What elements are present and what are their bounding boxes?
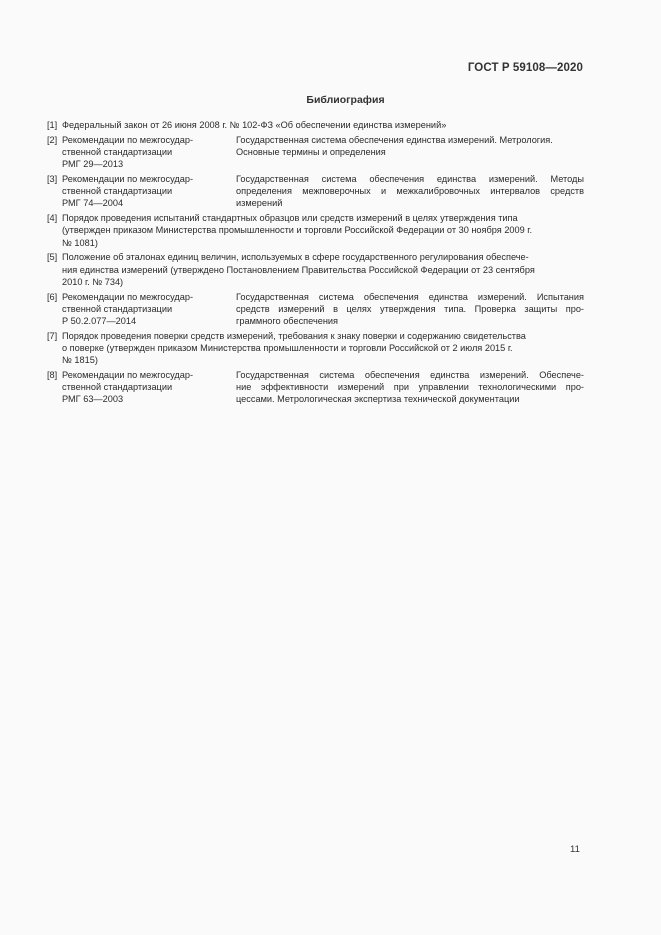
entry-number: [1]	[47, 120, 58, 130]
entry-line: ственной стандартизации	[62, 382, 173, 393]
entry-line: Государственная система обеспечения единства измерений. Испытания	[236, 291, 584, 302]
bibliography-list	[47, 119, 584, 408]
entry-line: (утвержден приказом Министерства промышленности и торговли Российской Федерации от 30 ноября 2009 г.	[62, 225, 533, 236]
entry-number: [3]	[47, 174, 58, 184]
entry-line: РМГ 74—2004	[62, 198, 124, 209]
bibliography-entry-8	[47, 369, 584, 406]
entry-body	[62, 369, 584, 406]
entry-document-ref	[62, 134, 236, 171]
entry-text	[62, 212, 584, 249]
bibliography-heading: Библиография	[306, 94, 385, 106]
entry-text	[62, 330, 584, 367]
entry-line: Основные термины и определения	[236, 147, 386, 157]
document-code: ГОСТ Р 59108—2020	[467, 62, 583, 74]
entry-line: граммного обеспечения	[236, 316, 339, 327]
entry-line: определения межповерочных и межкалибровочных интервалов средств	[236, 186, 584, 197]
entry-number: [6]	[47, 291, 58, 302]
entry-line: ственной стандартизации	[62, 147, 173, 157]
entry-line: измерений	[236, 198, 283, 209]
bibliography-entry-5	[47, 251, 584, 288]
entry-document-title	[236, 173, 584, 210]
entry-line: средств измерений в целях утверждения типа. Проверка защиты про-	[236, 303, 584, 314]
page-title	[0, 94, 661, 106]
entry-line: ние эффективности измерений при управлении технологическими про-	[236, 382, 584, 393]
entry-number: [4]	[47, 213, 58, 224]
entry-line: Рекомендации по межгосудар-	[62, 134, 194, 145]
entry-line: ственной стандартизации	[62, 303, 173, 314]
entry-line: Положение об эталонах единиц величин, используемых в сфере государственного регулирования обеспече-	[62, 252, 529, 263]
entry-line: Государственная система обеспечения единства измерений. Обеспече-	[236, 370, 584, 381]
entry-line: ния единства измерений (утверждено Постановлением Правительства Российской Федерации от 23 сентября	[62, 264, 535, 275]
entry-line: № 1815)	[62, 355, 98, 366]
entry-number: [8]	[47, 370, 58, 381]
bibliography-entry-2	[47, 134, 584, 171]
entry-line: 2010 г. № 734)	[62, 276, 124, 287]
entry-line: Р 50.2.077—2014	[62, 316, 137, 327]
entry-line: РМГ 29—2013	[62, 159, 124, 170]
entry-document-title	[236, 134, 584, 171]
entry-line: ственной стандартизации	[62, 186, 173, 197]
bibliography-entry-6	[47, 291, 584, 328]
entry-line: цессами. Метрологическая экспертиза технической документации	[236, 394, 520, 405]
entry-document-title	[236, 291, 584, 328]
bibliography-entry-7	[47, 330, 584, 367]
entry-body	[62, 134, 584, 171]
entry-document-ref	[62, 173, 236, 210]
entry-text	[62, 119, 584, 131]
entry-number: [7]	[47, 330, 58, 341]
entry-line: Рекомендации по межгосудар-	[62, 370, 194, 381]
entry-number: [2]	[47, 134, 58, 145]
entry-line: Порядок проведения испытаний стандартных образцов или средств измерений в целях утверждения типа	[62, 213, 518, 224]
entry-line: о поверке (утвержден приказом Министерства промышленности и торговли Российской от 2 июля 2015 г.	[62, 343, 513, 354]
entry-document-ref	[62, 291, 236, 328]
bibliography-entry-1	[47, 119, 584, 131]
entry-line: Государственная система обеспечения единства измерений. Метрология.	[236, 134, 553, 145]
entry-number: [5]	[47, 252, 58, 263]
entry-line: № 1081)	[62, 237, 98, 248]
entry-line: Рекомендации по межгосудар-	[62, 174, 194, 184]
page-number: 11	[570, 844, 580, 855]
bibliography-entry-4	[47, 212, 584, 249]
entry-body	[62, 173, 584, 210]
entry-document-ref	[62, 369, 236, 406]
entry-line: Порядок проведения поверки средств измерений, требования к знаку поверки и содержанию свидетельства	[62, 330, 526, 341]
entry-document-title	[236, 369, 584, 406]
entry-line: РМГ 63—2003	[62, 394, 124, 405]
bibliography-entry-3	[47, 173, 584, 210]
entry-line: Рекомендации по межгосудар-	[62, 291, 194, 302]
entry-body	[62, 291, 584, 328]
entry-text	[62, 251, 584, 288]
entry-line: Государственная система обеспечения единства измерений. Методы	[236, 174, 584, 184]
entry-line: Федеральный закон от 26 июня 2008 г. № 102-ФЗ «Об обеспечении единства измерений»	[62, 120, 447, 130]
